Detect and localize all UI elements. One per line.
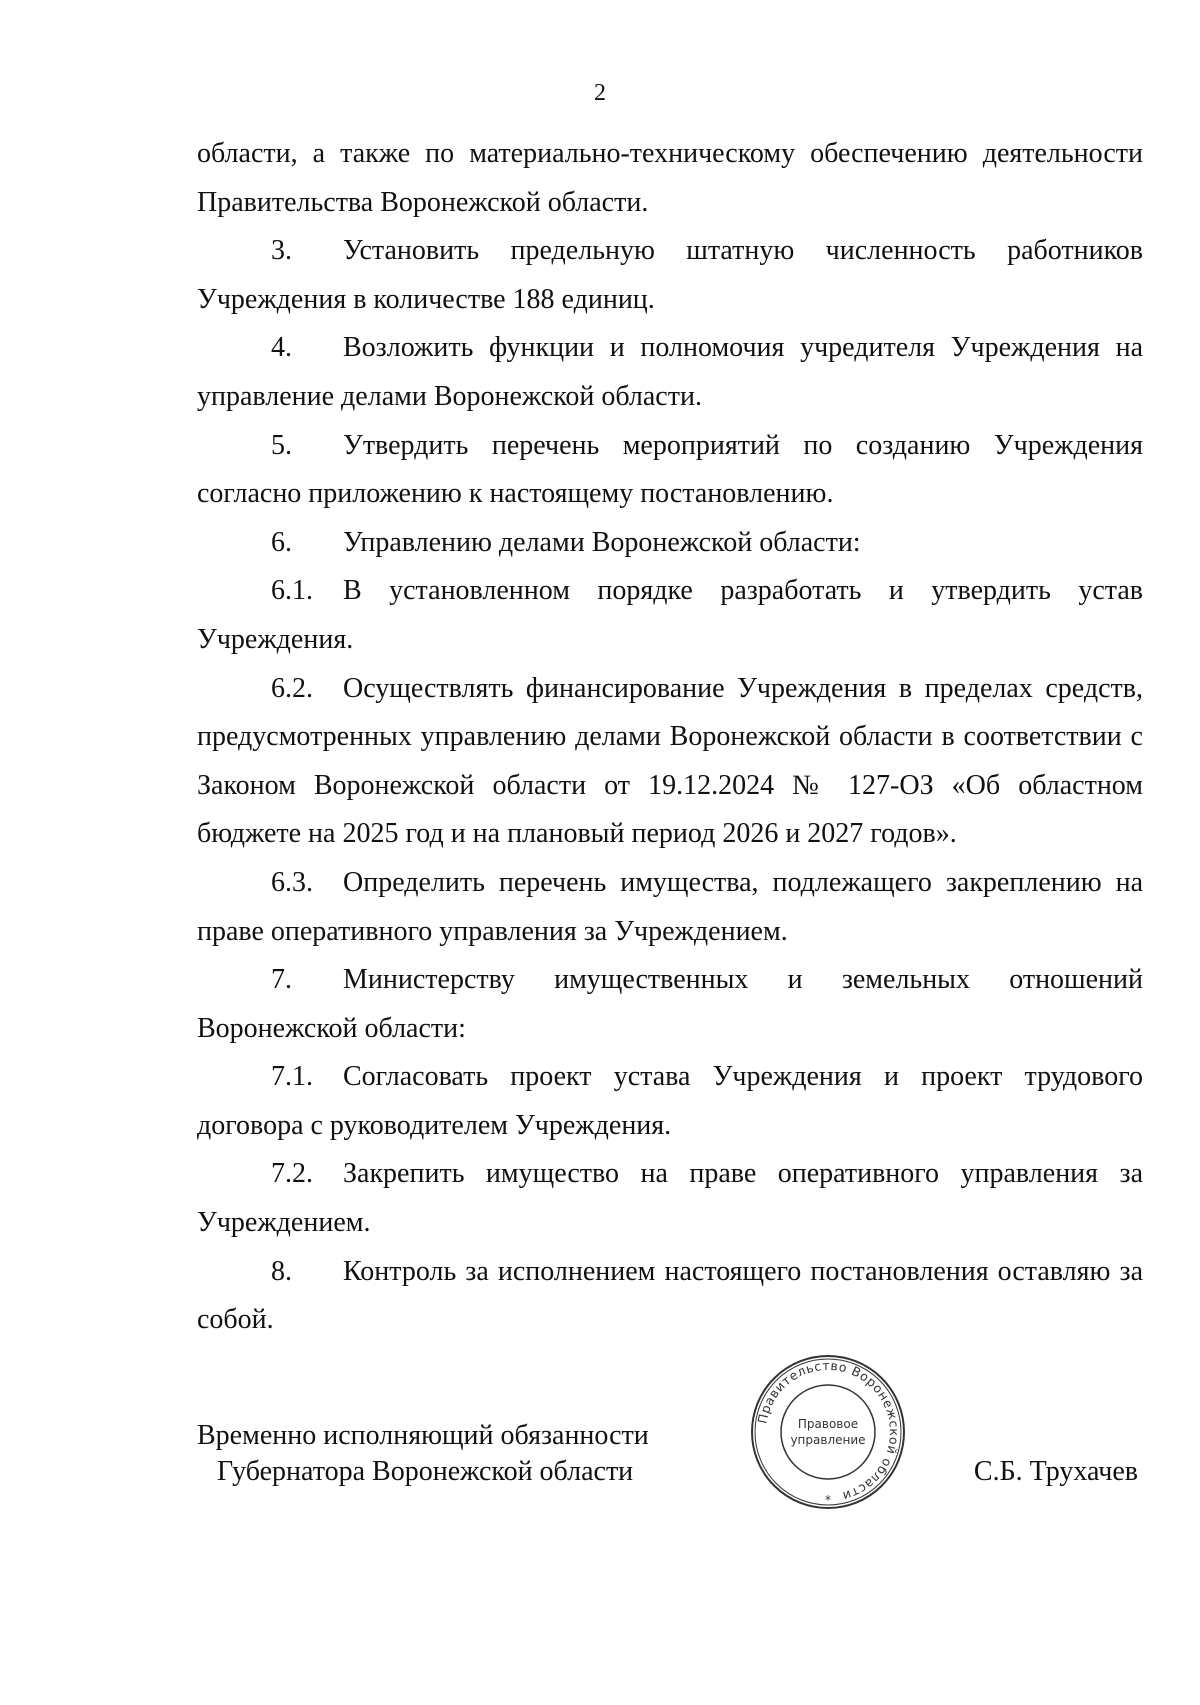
paragraph-continuation: области, а также по материально-техническому обеспечению деятельности Правительства Воронежской области. xyxy=(197,138,1143,218)
position-line-1: Временно исполняющий обязанности xyxy=(197,1420,649,1451)
paragraph-number: 4. xyxy=(271,332,292,364)
paragraph-number: 3. xyxy=(271,235,292,267)
paragraph-number: 7. xyxy=(271,964,292,996)
paragraph-number: 5. xyxy=(271,429,292,461)
paragraph-7: 7. Министерству имущественных и земельных отношений Воронежской области: xyxy=(197,956,1143,1053)
paragraph-5: 5. Утвердить перечень мероприятий по созданию Учреждения согласно приложению к настоящему постановлению. xyxy=(197,422,1143,519)
paragraph-3: 3. Установить предельную штатную численность работников Учреждения в количестве 188 единиц. xyxy=(197,227,1143,324)
signatory-name: С.Б. Трухачев xyxy=(973,1456,1138,1487)
document-body xyxy=(197,130,1143,1345)
stamp-center-line-1: Правовое xyxy=(797,1417,859,1431)
signatory-position xyxy=(197,1418,649,1490)
paragraph-number: 7.1. xyxy=(271,1061,313,1093)
stamp-star-icon: * xyxy=(825,1493,831,1507)
position-line-2: Губернатора Воронежской области xyxy=(217,1456,634,1487)
paragraph-7-2: 7.2. Закрепить имущество на праве оперативного управления за Учреждением. xyxy=(197,1150,1143,1247)
official-stamp xyxy=(748,1352,908,1512)
paragraph-number: 6.2. xyxy=(271,672,313,704)
paragraph-6-1: 6.1. В установленном порядке разработать и утвердить устав Учреждения. xyxy=(197,567,1143,664)
paragraph-number: 7.2. xyxy=(271,1158,313,1190)
paragraph-6-3: 6.3. Определить перечень имущества, подлежащего закреплению на праве оперативного управления за Учреждением. xyxy=(197,859,1143,956)
paragraph-number: 8. xyxy=(271,1255,292,1287)
paragraph-6-2: 6.2. Осуществлять финансирование Учреждения в пределах средств, предусмотренных управлению делами Воронежской области в соответствии с Законом Воронежской области от 19.12.2024 № 127-ОЗ «Об областном бюджете на 2025 год и на плановый период 2026 и 2027 годов». xyxy=(197,665,1143,859)
paragraph-4: 4. Возложить функции и полномочия учредителя Учреждения на управление делами Воронежской области. xyxy=(197,324,1143,421)
page-number: 2 xyxy=(594,80,606,106)
stamp-center-line-2: управление xyxy=(790,1433,866,1447)
paragraph-number: 6.1. xyxy=(271,575,313,607)
stamp-outer-ring xyxy=(752,1356,904,1508)
paragraph-number: 6.3. xyxy=(271,866,313,898)
paragraph-number: 6. xyxy=(271,526,292,558)
paragraph-8: 8. Контроль за исполнением настоящего постановления оставляю за собой. xyxy=(197,1248,1143,1345)
stamp-ring-text: Правительство Воронежской области xyxy=(754,1357,903,1505)
stamp-inner-ring xyxy=(781,1385,875,1479)
paragraph-6: 6. Управлению делами Воронежской области: xyxy=(197,519,1143,568)
paragraph-7-1: 7.1. Согласовать проект устава Учреждения и проект трудового договора с руководителем Учреждения. xyxy=(197,1053,1143,1150)
signature-block xyxy=(197,1418,1143,1548)
